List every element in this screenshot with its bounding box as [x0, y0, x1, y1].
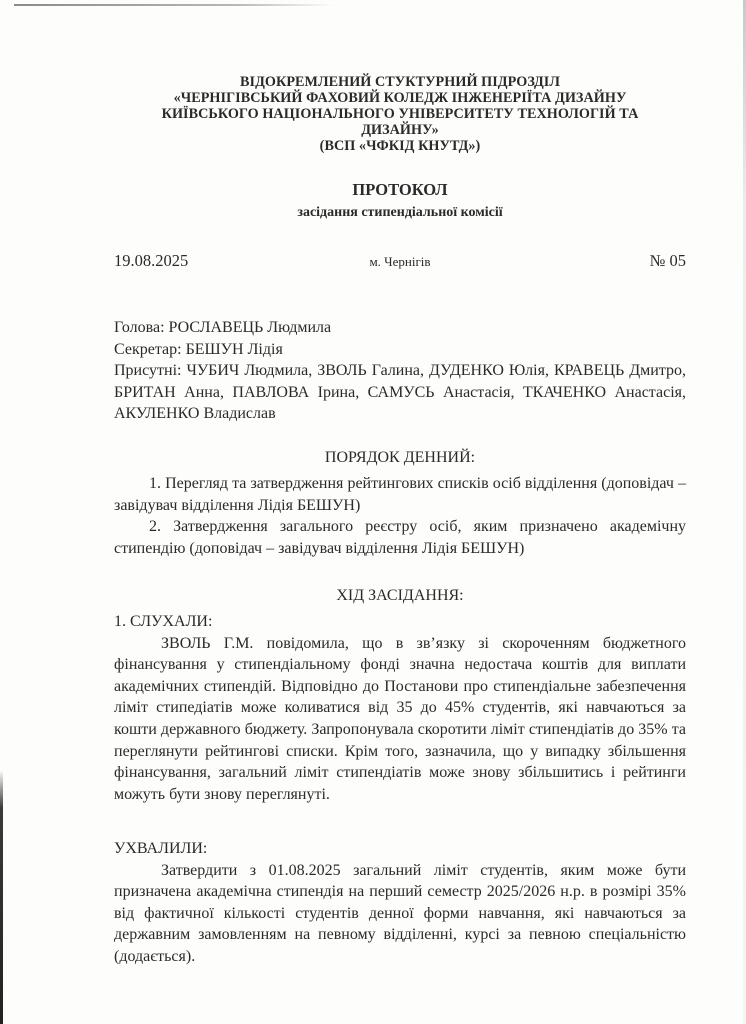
resolved-section	[114, 838, 686, 968]
header-line: «ЧЕРНІГІВСЬКИЙ ФАХОВИЙ КОЛЕДЖ ІНЖЕНЕРІЇТА ДИЗАЙНУ	[173, 90, 627, 106]
document-subtitle: засідання стипендіальної комісії	[297, 205, 503, 220]
proceedings-heading: ХІД ЗАСІДАННЯ:	[336, 587, 464, 604]
document-city: м. Чернігів	[369, 254, 431, 269]
heard-label: 1. СЛУХАЛИ:	[114, 613, 213, 630]
document-date: 19.08.2025	[114, 251, 189, 270]
header-line: (ВСП «ЧФКІД КНУТД»)	[319, 138, 481, 154]
institution-header	[114, 74, 686, 154]
present-list: Присутні: ЧУБИЧ Людмила, ЗВОЛЬ Галина, ДУДЕНКО Юлія, КРАВЕЦЬ Дмитро, БРИТАН Анна, ПАВЛОВА Ірина, САМУСЬ Анастасія, ТКАЧЕНКО Анастасія, АКУЛЕНКО Владислав	[114, 362, 686, 423]
chair: Голова: РОСЛАВЕЦЬ Людмила	[114, 319, 332, 336]
secretary: Секретар: БЕШУН Лідія	[114, 340, 283, 358]
heard-section	[114, 611, 686, 805]
agenda-item: 2. Затвердження загального реєстру осіб, яким призначено академічну стипендію (доповідач – завідувач відділення Лідія БЕШУН)	[114, 518, 686, 557]
header-line: ДИЗАЙНУ»	[361, 122, 439, 138]
agenda-list	[114, 473, 686, 559]
scan-edge-left	[0, 770, 3, 1024]
resolved-label: УХВАЛИЛИ:	[114, 840, 208, 857]
heard-text: ЗВОЛЬ Г.М. повідомила, що в зв’язку зі скороченням бюджетного фінансування у стипендіальному фонді значна недостача коштів для виплати академічних стипендій. Відповідно до Постанови про стипендіальне забезпечення ліміт стипедіатів може коливатися від 35 до 45% студентів, які навчаються за кошти державного бюджету. Запропонувала скоротити ліміт стипендіатів до 35% та переглянути рейтингові списки. Крім того, зазначила, що у випадку збільшення фінансування, загальний ліміт стипендіатів може знову збільшитись і рейтинги можуть бути знову переглянуті.	[114, 634, 686, 803]
header-line: ВІДОКРЕМЛЕНИЙ СТУКТУРНИЙ ПІДРОЗДІЛ	[240, 74, 560, 90]
attendance-block	[114, 317, 686, 425]
resolved-text: Затвердити з 01.08.2025 загальний ліміт студентів, яким може бути призначена академічна стипендія на перший семестр 2025/2026 н.р. в розмірі 35% від фактичної кількості студентів денної форми навчання, які навчаються за державним замовленням на певному відділенні, курсі за певною спеціальністю (додається).	[114, 861, 686, 965]
document-title: ПРОТОКОЛ	[352, 180, 448, 199]
agenda-heading: ПОРЯДОК ДЕННИЙ:	[324, 449, 476, 466]
header-line: КИЇВСЬКОГО НАЦІОНАЛЬНОГО УНІВЕРСИТЕТУ ТЕХНОЛОГІЙ ТА	[161, 106, 639, 122]
scan-edge-top	[14, 4, 334, 6]
agenda-item: 1. Перегляд та затвердження рейтингових списків осіб відділення (доповідач – завідувач відділення Лідія БЕШУН)	[114, 475, 686, 514]
document-meta	[114, 251, 686, 273]
document-number: № 05	[649, 251, 686, 270]
